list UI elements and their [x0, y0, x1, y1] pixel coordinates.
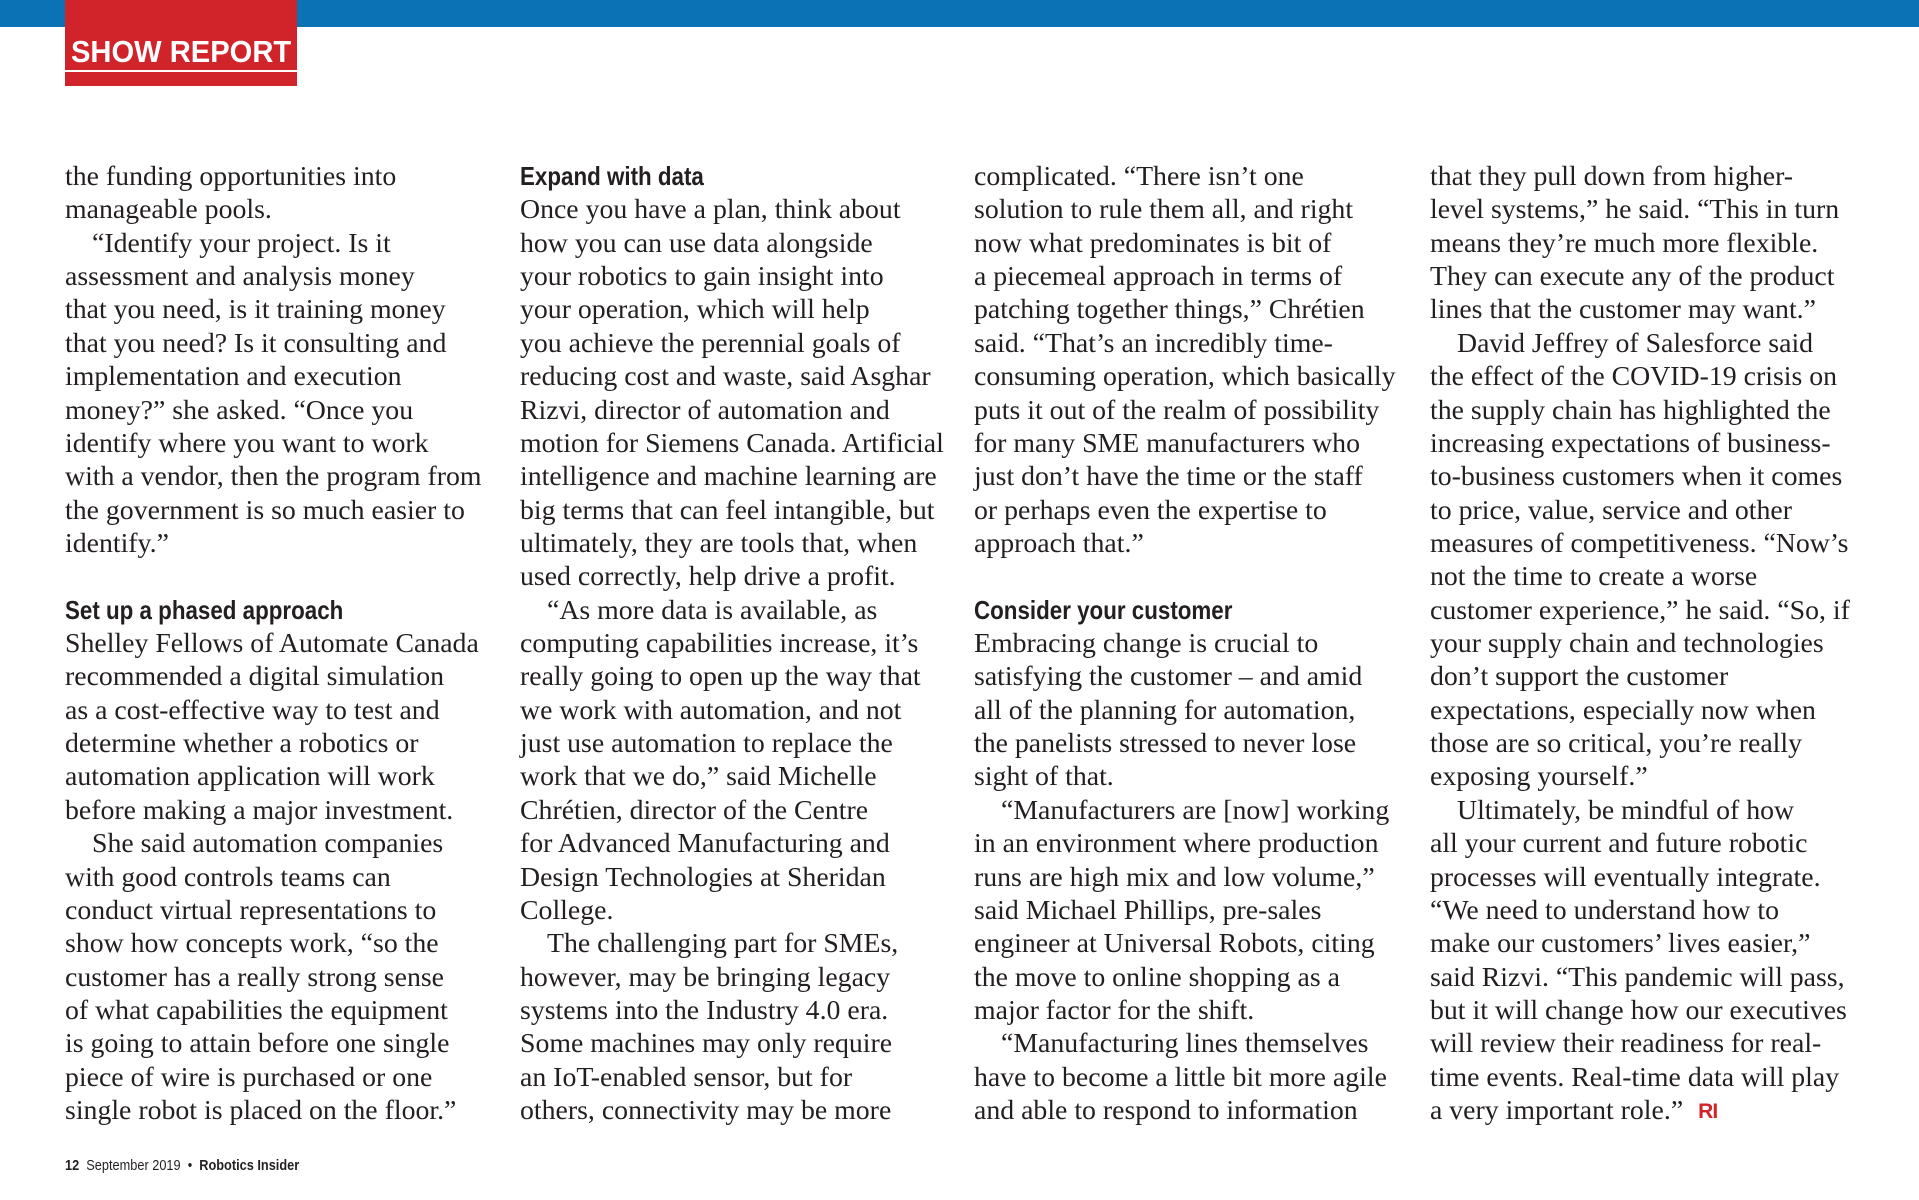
text-line: for Advanced Manufacturing and — [520, 828, 890, 860]
article-column — [1430, 160, 1870, 1127]
text-line: identify.” — [65, 527, 169, 559]
paragraph — [974, 627, 1414, 794]
text-line: The challenging part for SMEs, — [547, 928, 899, 960]
text-line: Ultimately, be mindful of how — [1457, 794, 1795, 826]
text-line: engineer at Universal Robots, citing — [974, 928, 1375, 960]
text-line: work that we do,” said Michelle — [520, 761, 877, 793]
text-line: don’t support the customer — [1430, 661, 1729, 693]
text-line: as a cost-effective way to test and — [65, 694, 440, 726]
text-line: just use automation to replace the — [520, 728, 893, 760]
text-line: your robotics to gain insight into — [520, 261, 884, 293]
text-line: College. — [520, 894, 614, 926]
text-line: your supply chain and technologies — [1430, 628, 1824, 660]
text-line: complicated. “There isn’t one — [974, 161, 1304, 192]
paragraph — [974, 1027, 1414, 1127]
text-line: of what capabilities the equipment — [65, 994, 448, 1026]
text-line: a piecemeal approach in terms of — [974, 261, 1343, 293]
text-line: or perhaps even the expertise to — [974, 494, 1327, 526]
section-heading: Set up a phased approach — [65, 594, 344, 625]
text-line: have to become a little bit more agile — [974, 1061, 1387, 1093]
section-tag-divider — [65, 70, 297, 72]
text-line: measures of competitiveness. “Now’s — [1430, 527, 1849, 559]
paragraph — [65, 160, 505, 227]
paragraph — [520, 927, 960, 1127]
footer-separator: • — [187, 1158, 193, 1174]
text-line: manageable pools. — [65, 194, 272, 226]
text-line: that you need? Is it consulting and — [65, 327, 447, 359]
paragraph — [1430, 327, 1870, 794]
text-line: Once you have a plan, think about — [520, 194, 901, 226]
text-line: all your current and future robotic — [1430, 828, 1808, 860]
text-line: you achieve the perennial goals of — [520, 327, 901, 359]
text-line: to-business customers when it comes — [1430, 461, 1843, 493]
section-heading: Consider your customer — [974, 594, 1233, 625]
text-line: lines that the customer may want.” — [1430, 294, 1816, 326]
section-heading: Expand with data — [520, 161, 704, 191]
text-line: the funding opportunities into — [65, 161, 397, 192]
text-line: used correctly, help drive a profit. — [520, 561, 896, 593]
text-line: assessment and analysis money — [65, 261, 415, 293]
text-line: recommended a digital simulation — [65, 661, 445, 693]
text-line: single robot is placed on the floor.” — [65, 1095, 457, 1127]
text-line: “We need to understand how to — [1430, 894, 1779, 926]
text-line: money?” she asked. “Once you — [65, 394, 414, 426]
text-line: identify where you want to work — [65, 427, 429, 459]
text-line: with good controls teams can — [65, 861, 391, 893]
text-line: to price, value, service and other — [1430, 494, 1792, 526]
text-line: determine whether a robotics or — [65, 728, 419, 760]
paragraph — [520, 193, 960, 593]
text-line: the panelists stressed to never lose — [974, 728, 1357, 760]
paragraph — [65, 627, 505, 827]
text-line: just don’t have the time or the staff — [974, 461, 1363, 493]
text-line: processes will eventually integrate. — [1430, 861, 1821, 893]
text-line: an IoT-enabled sensor, but for — [520, 1061, 853, 1093]
text-line: however, may be bringing legacy — [520, 961, 891, 993]
text-line: increasing expectations of business- — [1430, 427, 1831, 459]
paragraph — [974, 160, 1414, 560]
text-line: satisfying the customer – and amid — [974, 661, 1363, 693]
text-line: Shelley Fellows of Automate Canada — [65, 628, 479, 660]
article-column — [65, 160, 505, 1127]
text-line: They can execute any of the product — [1430, 261, 1835, 293]
article-column — [520, 160, 960, 1127]
article-column — [974, 160, 1414, 1127]
text-line: means they’re much more flexible. — [1430, 227, 1819, 259]
text-line: She said automation companies — [92, 828, 444, 860]
text-line: ultimately, they are tools that, when — [520, 527, 918, 559]
paragraph — [1430, 160, 1870, 327]
text-line: not the time to create a worse — [1430, 561, 1758, 593]
text-line: “Manufacturers are [now] working — [1001, 794, 1390, 826]
text-line: how you can use data alongside — [520, 227, 873, 259]
text-line: solution to rule them all, and right — [974, 194, 1354, 226]
text-line: is going to attain before one single — [65, 1028, 450, 1060]
issue-date: September 2019 — [86, 1158, 181, 1174]
text-line: systems into the Industry 4.0 era. — [520, 994, 889, 1026]
paragraph — [1430, 794, 1870, 1128]
text-line: customer has a really strong sense — [65, 961, 445, 993]
page-number: 12 — [65, 1158, 80, 1174]
paragraph — [65, 827, 505, 1127]
text-line: your operation, which will help — [520, 294, 870, 326]
text-line: the government is so much easier to — [65, 494, 465, 526]
text-line: the move to online shopping as a — [974, 961, 1340, 993]
section-tag-label: SHOW REPORT — [71, 34, 292, 69]
text-line: “Manufacturing lines themselves — [1001, 1028, 1369, 1060]
text-line: expectations, especially now when — [1430, 694, 1816, 726]
paragraph — [65, 227, 505, 561]
text-line: major factor for the shift. — [974, 994, 1255, 1026]
text-line: approach that.” — [974, 527, 1144, 559]
text-line: those are so critical, you’re really — [1430, 728, 1803, 760]
text-line: sight of that. — [974, 761, 1114, 793]
text-line: that you need, is it training money — [65, 294, 446, 326]
text-line: Chrétien, director of the Centre — [520, 794, 869, 826]
text-line: conduct virtual representations to — [65, 894, 437, 926]
text-line: computing capabilities increase, it’s — [520, 628, 919, 660]
text-line: “Identify your project. Is it — [92, 227, 391, 259]
text-line: Rizvi, director of automation and — [520, 394, 890, 426]
text-line: time events. Real-time data will play — [1430, 1061, 1840, 1093]
text-line: said Michael Phillips, pre-sales — [974, 894, 1322, 926]
text-line: Some machines may only require — [520, 1028, 893, 1060]
text-line: make our customers’ lives easier,” — [1430, 928, 1811, 960]
text-line: that they pull down from higher- — [1430, 161, 1794, 192]
text-line: customer experience,” he said. “So, if — [1430, 594, 1850, 626]
text-line: the supply chain has highlighted the — [1430, 394, 1831, 426]
text-line: “As more data is available, as — [547, 594, 878, 626]
text-line: before making a major investment. — [65, 794, 454, 826]
text-line: automation application will work — [65, 761, 435, 793]
text-line: said. “That’s an incredibly time- — [974, 327, 1333, 359]
paragraph — [520, 594, 960, 928]
text-line: motion for Siemens Canada. Artificial — [520, 427, 944, 459]
page-footer — [65, 1157, 299, 1175]
text-line: with a vendor, then the program from — [65, 461, 482, 493]
text-line: now what predominates is bit of — [974, 227, 1332, 259]
text-line: patching together things,” Chrétien — [974, 294, 1365, 326]
paragraph — [974, 794, 1414, 1028]
text-line: the effect of the COVID-19 crisis on — [1430, 361, 1838, 393]
text-line — [1430, 1094, 1870, 1127]
text-line: we work with automation, and not — [520, 694, 902, 726]
text-line: runs are high mix and low volume,” — [974, 861, 1375, 893]
text-line: consuming operation, which basically — [974, 361, 1396, 393]
text-line-content: a very important role.” — [1430, 1095, 1684, 1127]
text-line: big terms that can feel intangible, but — [520, 494, 935, 526]
text-line: will review their readiness for real- — [1430, 1028, 1822, 1060]
publication-name: Robotics Insider — [199, 1158, 300, 1174]
text-line: intelligence and machine learning are — [520, 461, 937, 493]
text-line: really going to open up the way that — [520, 661, 921, 693]
text-line: Design Technologies at Sheridan — [520, 861, 886, 893]
text-line: Embracing change is crucial to — [974, 628, 1319, 660]
text-line: all of the planning for automation, — [974, 694, 1356, 726]
text-line: show how concepts work, “so the — [65, 928, 439, 960]
text-line: but it will change how our executives — [1430, 994, 1847, 1026]
text-line: and able to respond to information — [974, 1095, 1358, 1127]
text-line: puts it out of the realm of possibility — [974, 394, 1380, 426]
text-line: piece of wire is purchased or one — [65, 1061, 433, 1093]
section-tag — [65, 0, 297, 86]
end-mark-logo: RI — [1698, 1100, 1718, 1124]
text-line: in an environment where production — [974, 828, 1379, 860]
text-line: reducing cost and waste, said Asghar — [520, 361, 931, 393]
text-line: others, connectivity may be more — [520, 1095, 892, 1127]
text-line: said Rizvi. “This pandemic will pass, — [1430, 961, 1845, 993]
text-line: for many SME manufacturers who — [974, 427, 1360, 459]
text-line: level systems,” he said. “This in turn — [1430, 194, 1840, 226]
text-line: David Jeffrey of Salesforce said — [1457, 327, 1814, 359]
text-line: implementation and execution — [65, 361, 402, 393]
text-line: exposing yourself.” — [1430, 761, 1648, 793]
